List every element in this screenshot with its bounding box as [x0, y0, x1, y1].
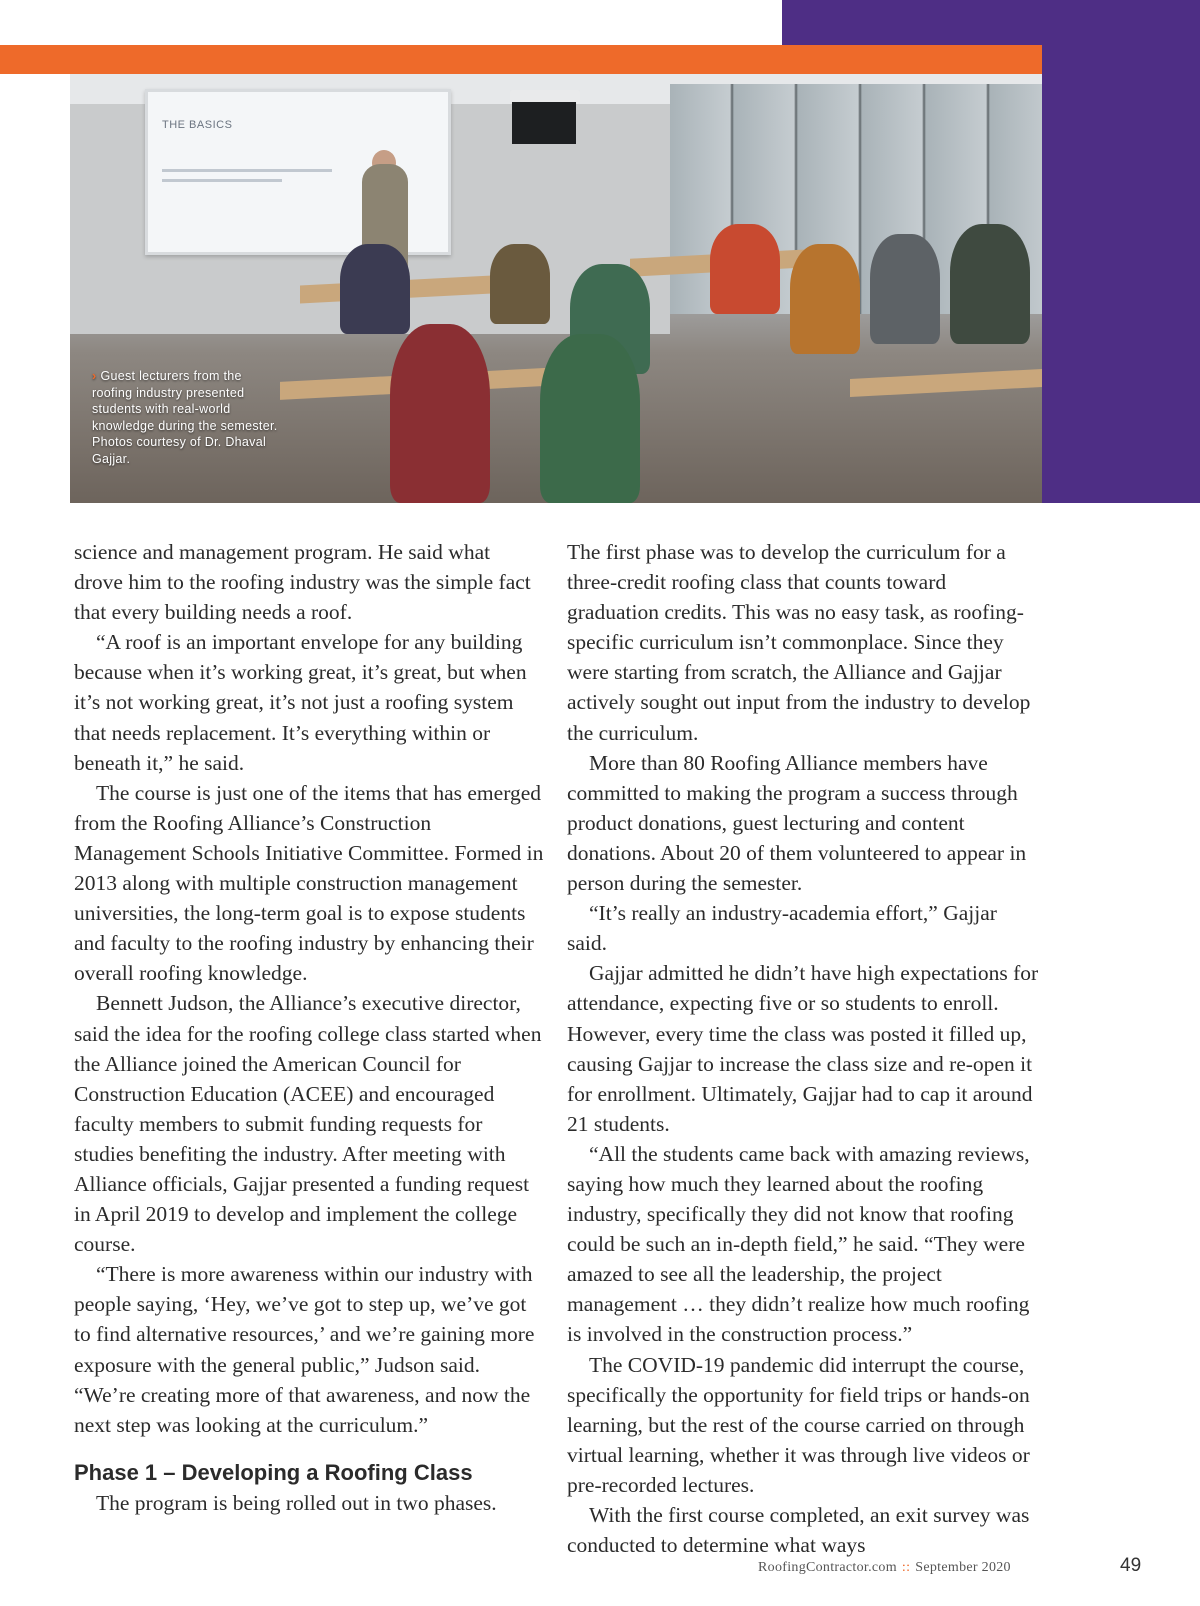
footer-issue: September 2020 [915, 1560, 1011, 1575]
classroom-photo [70, 74, 1042, 503]
paragraph: Gajjar admitted he didn’t have high expectations for attendance, expecting five or so students to enroll. However, every time the class was posted it filled up, causing Gajjar to increase the class size and re-open it for enrollment. Ultimately, Gajjar had to cap it around 21 students. [567, 961, 1039, 1136]
screen-title: THE BASICS [162, 119, 233, 131]
paragraph: “All the students came back with amazing reviews, saying how much they learned about the roofing industry, specifically they did not know that roofing could be such an in-depth field,” he said. “They were amazed to see all the leadership, the project management … they didn’t realize how much roofing is involved in the construction process.” [567, 1141, 1030, 1347]
photo-caption: › Guest lecturers from the roofing industry presented students with real-world knowledge during the semester. Photos courtesy of Dr. Dhaval Gajjar. [92, 369, 278, 466]
paragraph: science and management program. He said what drove him to the roofing industry was the simple fact that every building needs a roof. [74, 540, 531, 625]
wall-monitor [512, 102, 576, 144]
paragraph: With the first course completed, an exit survey was conducted to determine what ways [567, 1503, 1030, 1558]
paragraph: The program is being rolled out in two phases. [96, 1490, 497, 1515]
paragraph: “There is more awareness within our industry with people saying, ‘Hey, we’ve got to step up, we’ve got to find alternative resources,’ and we’re gaining more exposure with the general public,” Judson said. “We’re creating more of that awareness, and now the next step was looking at the curriculum.” [74, 1262, 535, 1437]
footer-separator: :: [901, 1560, 911, 1575]
orange-header-bar [0, 45, 1042, 74]
paragraph: The course is just one of the items that has emerged from the Roofing Alliance’s Construction Management Schools Initiative Committee. Formed in 2013 along with multiple construction management universities, the long-term goal is to expose students and faculty to the roofing industry by enhancing their overall roofing knowledge. [74, 780, 544, 986]
right-column [567, 537, 1042, 1560]
page-footer [758, 1560, 1011, 1576]
paragraph: The first phase was to develop the curriculum for a three-credit roofing class that counts toward graduation credits. This was no easy task, as roofing-specific curriculum isn’t commonplace. Since they were starting from scratch, the Alliance and Gajjar actively sought out input from the industry to develop the curriculum. [567, 540, 1031, 745]
paragraph: More than 80 Roofing Alliance members have committed to making the program a success through product donations, guest lecturing and content donations. About 20 of them volunteered to appear in person during the semester. [567, 750, 1027, 896]
footer-site: RoofingContractor.com [758, 1560, 897, 1575]
section-heading: Phase 1 – Developing a Roofing Class [74, 1459, 473, 1485]
paragraph: The COVID-19 pandemic did interrupt the course, specifically the opportunity for field trips or hands-on learning, but the rest of the course carried on through virtual learning, whether it was through live videos or pre-recorded lectures. [567, 1352, 1030, 1497]
paragraph: “A roof is an important envelope for any building because when it’s working great, it’s great, but when it’s not working great, it’s not just a roofing system that needs replacement. It’s everything within or beneath it,” he said. [74, 630, 527, 775]
paragraph: Bennett Judson, the Alliance’s executive director, said the idea for the roofing college class started when the Alliance joined the American Council for Construction Education (ACEE) and encouraged faculty members to submit funding requests for studies benefiting the industry. After meeting with Alliance officials, Gajjar presented a funding request in April 2019 to develop and implement the college course. [74, 991, 542, 1257]
left-column [74, 537, 544, 1518]
paragraph: “It’s really an industry-academia effort,” Gajjar said. [567, 901, 997, 956]
caption-arrow-icon: › [92, 369, 97, 383]
page-number: 49 [1120, 1555, 1142, 1576]
